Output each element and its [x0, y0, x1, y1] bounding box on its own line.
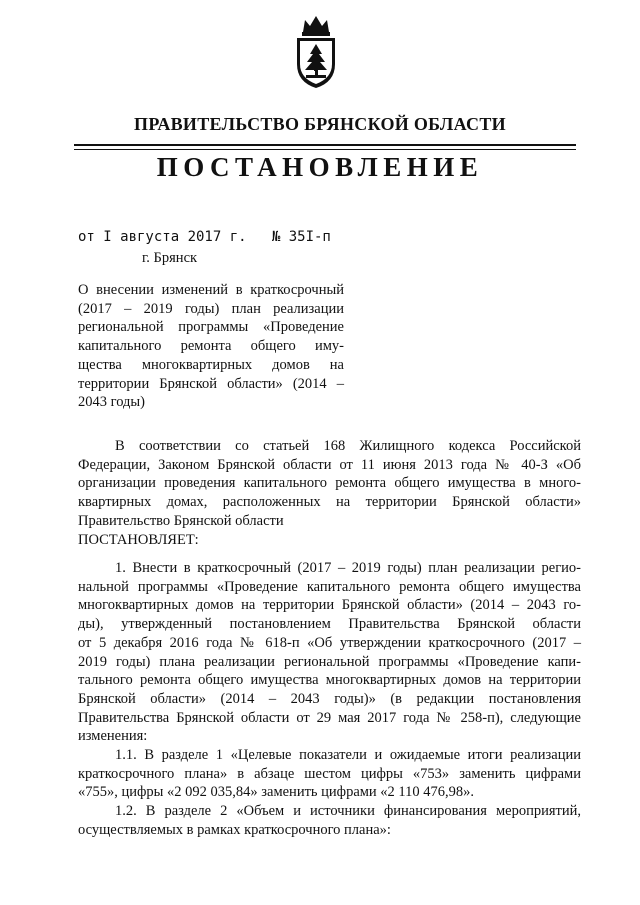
subject-line: (2017 – 2019 годы) план реализации [78, 300, 344, 317]
clauses [78, 559, 581, 840]
clause-line: 1.2. В разделе 2 «Объем и источники финансирования мероприятий, [115, 803, 581, 820]
subject-line: 2043 годы) [78, 394, 145, 411]
resolves-keyword: ПОСТАНОВЛЯЕТ: [78, 531, 199, 548]
subject-line: щества многоквартирных домов на [78, 356, 344, 373]
clause-line: от 5 декабря 2016 года № 618-п «Об утверждении краткосрочного (2017 – [78, 634, 581, 651]
preamble-line: Правительство Брянской области [78, 512, 284, 529]
clause-line: ды), утвержденный постановлением Правительства Брянской области [78, 616, 581, 633]
header-divider-thick [74, 144, 576, 146]
preamble-line: В соответствии со статьей 168 Жилищного кодекса Российской [115, 438, 581, 454]
header-divider-thin [74, 149, 576, 150]
clause-line: осуществляемых в рамках краткосрочного плана»: [78, 821, 391, 838]
preamble-line: квартирных домах, расположенных на территории Брянской области» [78, 494, 581, 511]
clause-line: 1. Внести в краткосрочный (2017 – 2019 годы) план реализации регио- [115, 560, 581, 576]
subject-line: О внесении изменений в краткосрочный [78, 282, 344, 298]
clause-line: Брянской области» (2014 – 2043 годы)» (в редакции постановления [78, 690, 581, 707]
preamble [78, 437, 581, 549]
clause-line: 2019 годы) плана реализации региональной программы «Проведение капи- [78, 653, 581, 670]
document-type-title: ПОСТАНОВЛЕНИЕ [156, 152, 484, 182]
clause-line: краткосрочного плана» в абзаце шестом цифры «753» заменить цифрами [78, 765, 581, 782]
clause-line: Правительства Брянской области от 29 мая 2017 года № 258-п), следующие [78, 709, 581, 726]
clause-line: тального ремонта общего имущества многоквартирных домов на территории [78, 672, 581, 689]
preamble-line: организации проведения капитального ремонта общего имущества в много- [78, 475, 581, 492]
clause-line: нальной программы «Проведение капитального ремонта общего имущества [78, 578, 581, 595]
issuing-organization: ПРАВИТЕЛЬСТВО БРЯНСКОЙ ОБЛАСТИ [134, 114, 506, 134]
clause-line: 1.1. В разделе 1 «Целевые показатели и ожидаемые итоги реализации [115, 747, 581, 764]
clause-line: изменения: [78, 728, 148, 745]
clause-line: многоквартирных домов на территории Брянской области» (2014 – 2043 го- [78, 597, 581, 614]
date-and-number: от I августа 2017 г. № 35I-п [78, 229, 331, 245]
preamble-line: Федерации, Законом Брянской области от 11 июня 2013 года № 40-З «Об [78, 456, 581, 473]
subject-line: территории Брянской области» (2014 – [78, 375, 344, 392]
bryansk-coat-of-arms-emblem [291, 12, 341, 92]
city: г. Брянск [142, 250, 198, 266]
subject-line: региональной программы «Проведение [78, 319, 344, 336]
clause-line: «755», цифры «2 092 035,84» заменить цифрами «2 110 476,98». [78, 784, 475, 801]
document-subject [78, 281, 344, 412]
subject-line: капитального ремонта общего иму- [78, 338, 344, 355]
